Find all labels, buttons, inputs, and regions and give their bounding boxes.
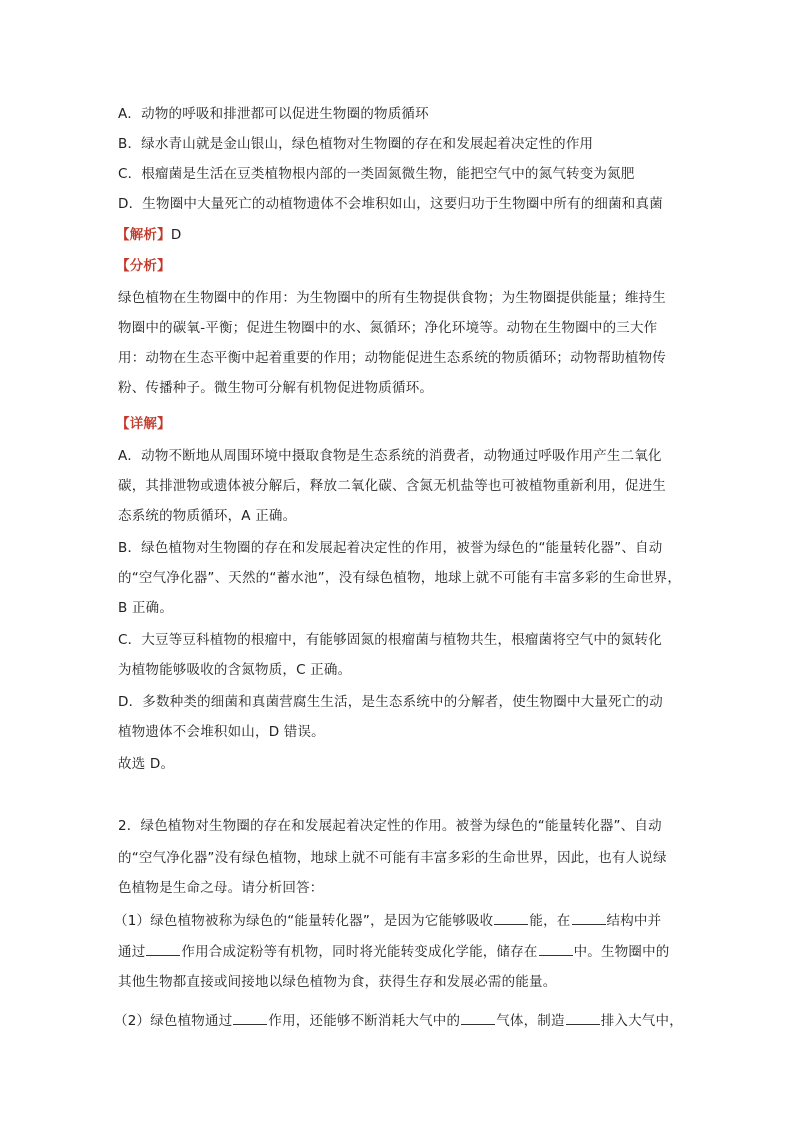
answer-blank[interactable] [461, 1010, 495, 1025]
answer-line [116, 225, 181, 245]
option-b: B．绿水青山就是金山银山，绿色植物对生物圈的存在和发展起着决定性的作用 [118, 136, 594, 152]
detail-line: 故选 D。 [118, 756, 175, 772]
question2-text: （1）绿色植物被称为绿色的“能量转化器”，是因为它能够吸收 [114, 913, 494, 929]
detail-line: 的“空气净化器”、天然的“蓄水池”，没有绿色植物，地球上就不可能有丰富多彩的生命世界， [118, 570, 682, 586]
answer-blank[interactable] [233, 1010, 267, 1025]
analysis-line: 物圈中的碳氧-平衡；促进生物圈中的水、氮循环；净化环境等。动物在生物圈中的三大作 [118, 320, 658, 336]
answer-blank[interactable] [494, 910, 528, 925]
question2-text: 排入大气中， [600, 1013, 683, 1029]
analysis-line: 绿色植物在生物圈中的作用：为生物圈中的所有生物提供食物；为生物圈提供能量；维持生 [118, 290, 666, 306]
detail-line: 态系统的物质循环，A 正确。 [118, 508, 297, 524]
option-c: C．根瘤菌是生活在豆类植物根内部的一类固氮微生物，能把空气中的氮气转变为氮肥 [118, 166, 635, 182]
detail-line: D．多数种类的细菌和真菌营腐生生活，是生态系统中的分解者，使生物圈中大量死亡的动 [118, 694, 663, 710]
detail-line: B 正确。 [118, 600, 174, 616]
answer-tag: 【解析】 [116, 227, 171, 243]
analysis-tag: 【分析】 [116, 258, 171, 274]
question2-text: 中。生物圈中的 [573, 944, 670, 960]
question2-stem: 色植物是生命之母。请分析回答： [118, 880, 324, 896]
question2-part2 [114, 1010, 683, 1031]
question2-text: 通过 [118, 944, 146, 960]
question2-part1 [114, 910, 661, 931]
answer-value: D [170, 227, 182, 243]
detail-line: A．动物不断地从周围环境中摄取食物是生态系统的消费者，动物通过呼吸作用产生二氧化 [118, 448, 662, 464]
detail-line: 植物遗体不会堆积如山，D 错误。 [118, 724, 325, 740]
answer-blank[interactable] [539, 941, 573, 956]
detail-line: 为植物能够吸收的含氮物质，C 正确。 [118, 662, 352, 678]
question2-text: 气体，制造 [496, 1013, 565, 1029]
question2-text: 能，在 [529, 913, 571, 929]
detail-line: B．绿色植物对生物圈的存在和发展起着决定性的作用，被誉为绿色的“能量转化器”、自动 [118, 540, 663, 556]
question2-part1 [118, 941, 670, 962]
analysis-line: 用：动物在生态平衡中起着重要的作用；动物能促进生态系统的物质循环；动物帮助植物传 [118, 350, 666, 366]
option-d: D．生物圈中大量死亡的动植物遗体不会堆积如山，这要归功于生物圈中所有的细菌和真菌 [118, 196, 663, 212]
detail-line: C．大豆等豆科植物的根瘤中，有能够固氮的根瘤菌与植物共生，根瘤菌将空气中的氮转化 [118, 632, 662, 648]
answer-blank[interactable] [146, 941, 180, 956]
question2-stem: 的“空气净化器”没有绿色植物，地球上就不可能有丰富多彩的生命世界，因此，也有人说绿 [118, 850, 667, 866]
question2-text: 作用合成淀粉等有机物，同时将光能转变成化学能，储存在 [181, 944, 538, 960]
answer-blank[interactable] [572, 910, 606, 925]
analysis-line: 粉、传播种子。微生物可分解有机物促进物质循环。 [118, 380, 434, 396]
detail-tag: 【详解】 [116, 416, 171, 432]
question2-text: 作用，还能够不断消耗大气中的 [268, 1013, 461, 1029]
option-a: A．动物的呼吸和排泄都可以促进生物圈的物质循环 [118, 106, 429, 122]
detail-line: 碳，其排泄物或遗体被分解后，释放二氧化碳、含氮无机盐等也可被植物重新利用，促进生 [118, 478, 666, 494]
question2-stem: 2．绿色植物对生物圈的存在和发展起着决定性的作用。被誉为绿色的“能量转化器”、自动 [118, 818, 662, 834]
question2-text: （2）绿色植物通过 [114, 1013, 233, 1029]
question2-text: 结构中并 [606, 913, 662, 929]
question2-part1: 其他生物都直接或间接地以绿色植物为食，获得生存和发展必需的能量。 [118, 974, 557, 990]
answer-blank[interactable] [566, 1010, 600, 1025]
